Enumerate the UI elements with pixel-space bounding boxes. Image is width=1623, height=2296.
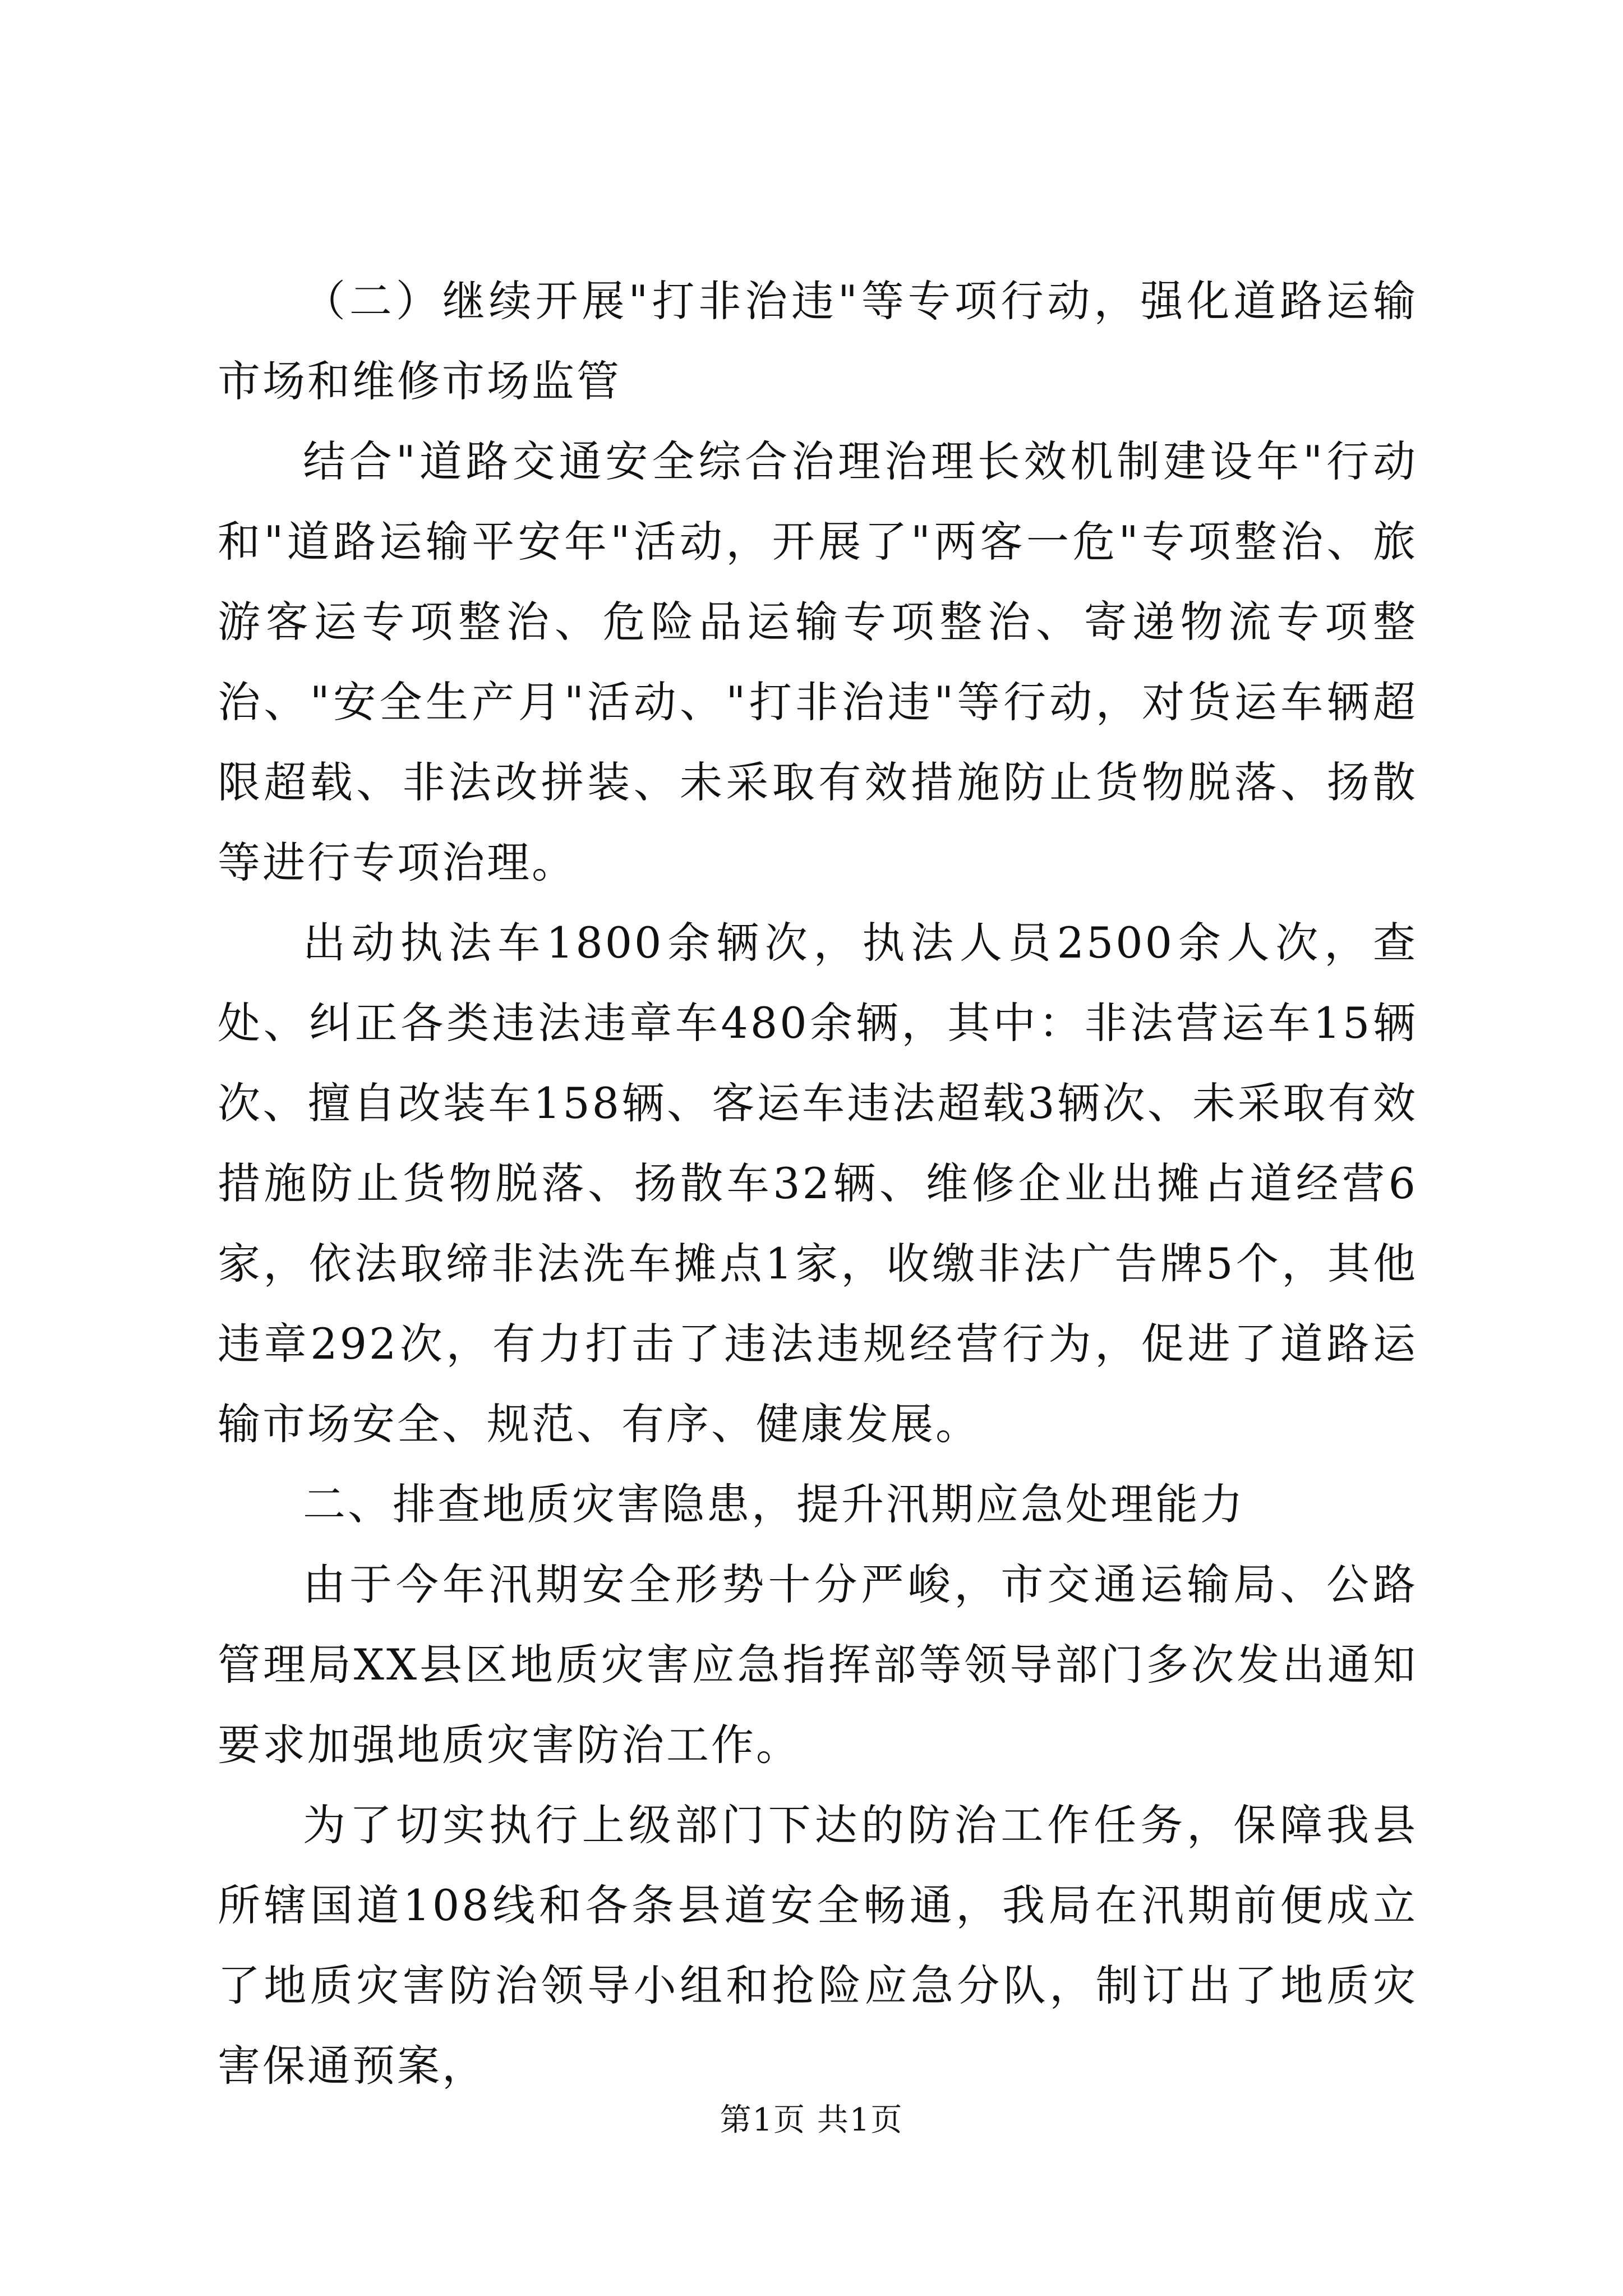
document-body xyxy=(218,261,1418,2106)
page-footer: 第1页 共1页 xyxy=(720,2102,903,2138)
section-heading-paragraph: （二）继续开展"打非治违"等专项行动，强化道路运输市场和维修市场监管 xyxy=(218,276,1418,406)
body-paragraph: 为了切实执行上级部门下达的防治工作任务，保障我县所辖国道108线和各条县道安全畅通，我局在汛期前便成立了地质灾害防治领导小组和抢险应急分队，制订出了地质灾害保通预案， xyxy=(218,1800,1418,2091)
body-paragraph: 结合"道路交通安全综合治理治理长效机制建设年"行动和"道路运输平安年"活动，开展了"两客一危"专项整治、旅游客运专项整治、危险品运输专项整治、寄递物流专项整治、"安全生产月"活动、"打非治违"等行动，对货运车辆超限超载、非法改拼装、未采取有效措施防止货物脱落、扬散等进行专项治理。 xyxy=(218,436,1418,887)
body-paragraph: 出动执法车1800余辆次，执法人员2500余人次，查处、纠正各类违法违章车480余辆，其中：非法营运车15辆次、擅自改装车158辆、客运车违法超载3辆次、未采取有效措施防止货物脱落、扬散车32辆、维修企业出摊占道经营6家，依法取缔非法洗车摊点1家，收缴非法广告牌5个，其他违章292次，有力打击了违法违规经营行为，促进了道路运输市场安全、规范、有序、健康发展。 xyxy=(218,918,1418,1449)
section-heading-paragraph: 二、排查地质灾害隐患，提升汛期应急处理能力 xyxy=(303,1479,1245,1529)
body-paragraph: 由于今年汛期安全形势十分严峻，市交通运输局、公路管理局XX县区地质灾害应急指挥部等领导部门多次发出通知要求加强地质灾害防治工作。 xyxy=(218,1559,1418,1770)
